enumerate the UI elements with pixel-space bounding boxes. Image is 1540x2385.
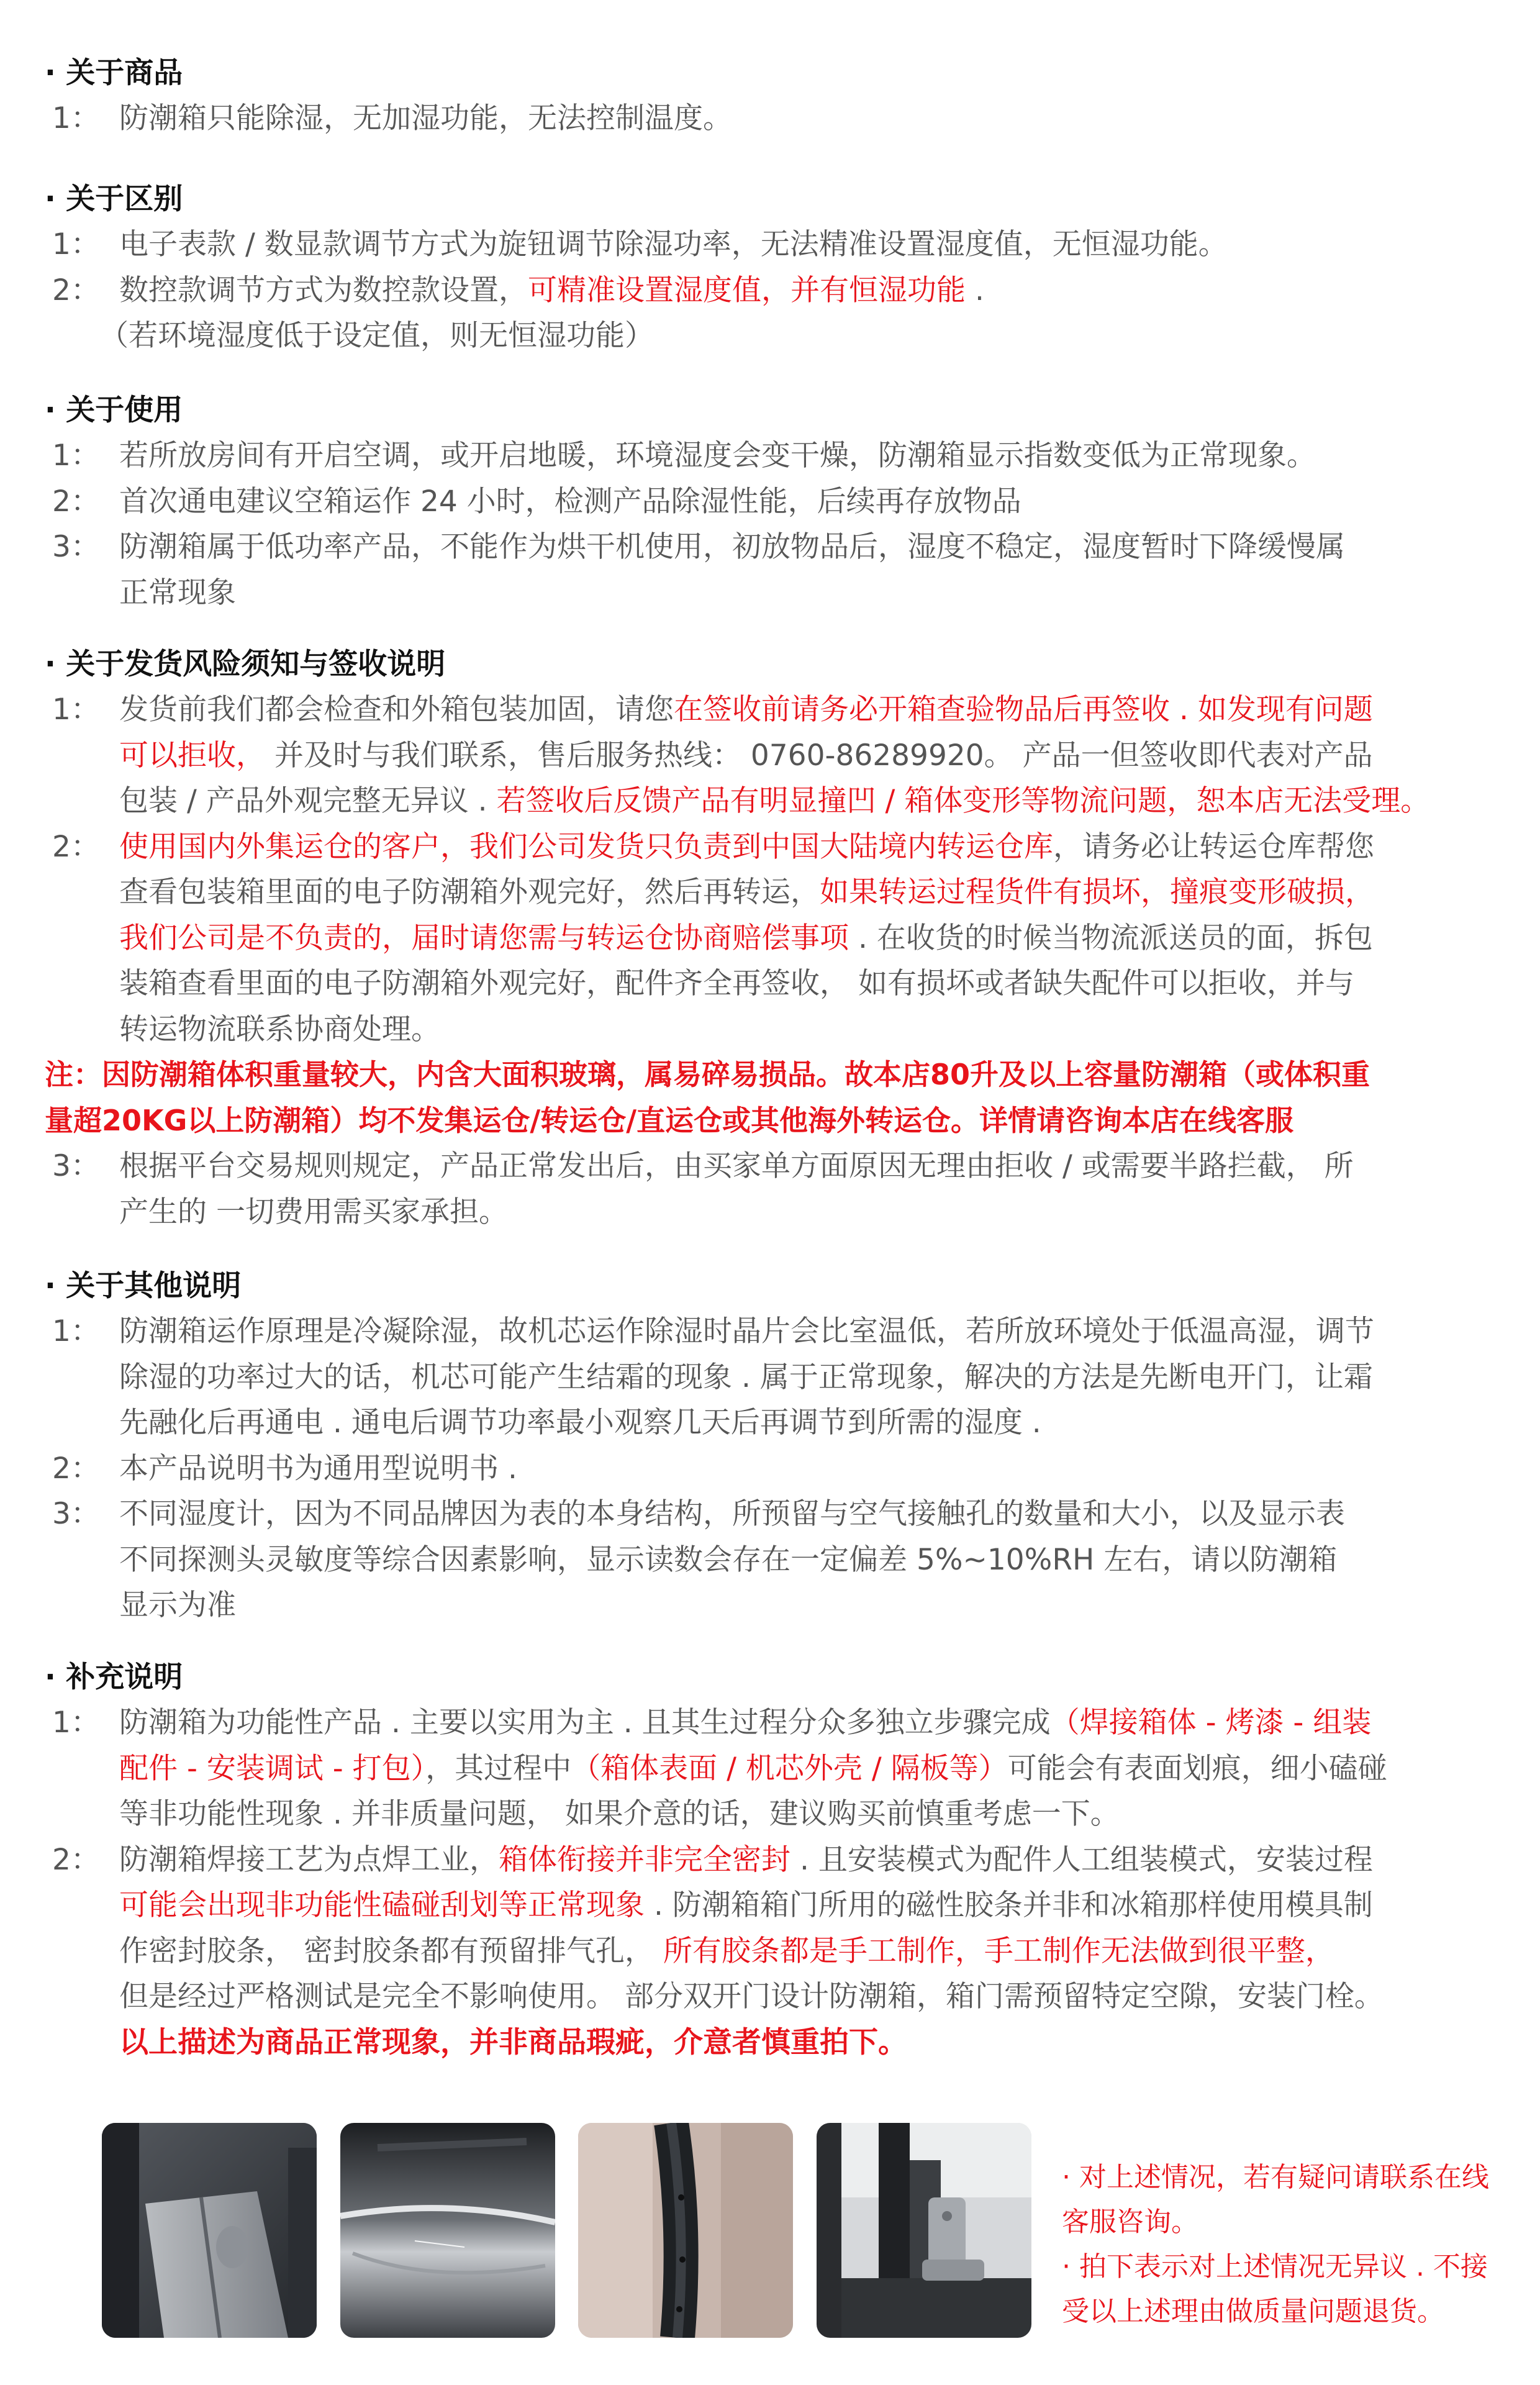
- item-subline: [45, 313, 1510, 359]
- text-run-highlight: 我们公司是不负责的，届时请您需与转运仓协商赔偿事项: [119, 920, 849, 955]
- text-run: 显示为准: [119, 1588, 236, 1622]
- item-number: 1：: [52, 438, 100, 473]
- section-heading: · 关于商品: [45, 56, 183, 90]
- item-line: [119, 687, 1510, 733]
- item-number: 1：: [52, 101, 100, 135]
- text-run-highlight: 使用国内外集运仓的客户，我们公司发货只负责到中国大陆境内转运仓库: [119, 829, 1053, 864]
- list-item: [45, 1446, 1510, 1492]
- section-heading: · 关于其他说明: [45, 1269, 242, 1303]
- item-line: [119, 1309, 1510, 1355]
- list-item: [45, 1837, 1510, 2066]
- list-item: [45, 1309, 1510, 1446]
- text-run: 不同探测头灵敏度等综合因素影响，显示读数会存在一定偏差 5%~10%RH 左右，请以防潮箱: [119, 1542, 1338, 1577]
- text-run-highlight: （箱体表面 / 机芯外壳 / 隔板等）: [571, 1751, 1008, 1786]
- item-line: [119, 1400, 1510, 1446]
- text-run: 发货前我们都会检查和外箱包装加固，请您: [119, 693, 674, 727]
- item-line: [119, 1491, 1510, 1537]
- text-run: . 防潮箱箱门所用的磁性胶条并非和冰箱那样使用模具制: [645, 1888, 1373, 1922]
- list-item: [45, 1700, 1510, 1837]
- text-run: （若环境湿度低于设定值，则无恒湿功能）: [99, 319, 654, 353]
- text-run: ，其过程中: [425, 1751, 572, 1786]
- note-line: 量超20KG以上防潮箱）均不发集运仓/转运仓/直运仓或其他海外转运仓。详情请咨询本店在线客服: [45, 1103, 1294, 1137]
- text-run-highlight: 以上描述为商品正常现象，并非商品瑕疵，介意者慎重拍下。: [119, 2025, 907, 2060]
- text-run-highlight: 配件 - 安装调试 - 打包）: [119, 1751, 426, 1786]
- text-run: 防潮箱运作原理是冷凝除湿，故机芯运作除湿时晶片会比室温低，若所放环境处于低温高湿，调节: [119, 1314, 1374, 1348]
- text-run: .: [966, 273, 984, 307]
- text-run: 电子表款 / 数显款调节方式为旋钮调节除湿功率，无法精准设置湿度值，无恒湿功能。: [119, 227, 1228, 261]
- item-number: 3：: [52, 1149, 100, 1183]
- shipping-warning-note: [37, 1052, 1510, 1143]
- text-run-highlight: （焊接箱体 - 烤漆 - 组装: [1050, 1706, 1372, 1740]
- item-number: 3：: [52, 1497, 100, 1531]
- purchase-notice-bullets: [1062, 2155, 1509, 2334]
- defect-photo-seal-strip: [578, 2123, 793, 2338]
- item-line: [119, 268, 1510, 314]
- text-run: 装箱查看里面的电子防潮箱外观完好，配件齐全再签收， 如有损坏或者缺失配件可以拒收，并与: [119, 966, 1354, 1001]
- text-run: 可能会有表面划痕，细小磕碰: [1007, 1751, 1387, 1786]
- text-run: 本产品说明书为通用型说明书 .: [119, 1451, 517, 1486]
- text-run: 作密封胶条， 密封胶条都有预留排气孔，: [119, 1933, 663, 1968]
- bullet-line: · 拍下表示对上述情况无异议 . 不接: [1062, 2251, 1488, 2283]
- item-number: 1：: [52, 1706, 100, 1740]
- text-run: . 且安装模式为配件人工组装模式，安装过程: [790, 1842, 1373, 1877]
- item-line: [119, 433, 1510, 479]
- section-shipping-and-receipt: [45, 642, 1510, 1235]
- item-line: [119, 1746, 1510, 1792]
- item-line: [119, 1974, 1510, 2020]
- text-run: 若所放房间有开启空调，或开启地暖，环境湿度会变干燥，防潮箱显示指数变低为正常现象。: [119, 438, 1316, 473]
- item-number: 2：: [52, 1842, 100, 1877]
- text-run: ，请务必让转运仓库帮您: [1053, 829, 1374, 864]
- text-run: 防潮箱属于低功率产品，不能作为烘干机使用，初放物品后，湿度不稳定，湿度暂时下降缓慢属: [119, 530, 1345, 564]
- text-run-highlight: 若签收后反馈产品有明显撞凹 / 箱体变形等物流问题，恕本店无法受理。: [496, 784, 1430, 818]
- note-line: 注：因防潮箱体积重量较大，内含大面积玻璃，属易碎易损品。故本店80升及以上容量防潮箱（或体积重: [45, 1058, 1370, 1091]
- section-about-product: [45, 51, 1510, 142]
- list-item: [45, 433, 1510, 479]
- item-line: [119, 570, 1510, 616]
- section-about-usage: [45, 388, 1510, 616]
- defect-photo-scratched-surface: [340, 2123, 555, 2338]
- text-run: 转运物流联系协商处理。: [119, 1012, 440, 1047]
- item-line: [119, 1007, 1510, 1053]
- bullet-line: · 对上述情况，若有疑问请联系在线: [1062, 2161, 1489, 2193]
- list-item: [45, 479, 1510, 525]
- list-item: [45, 1491, 1510, 1629]
- text-run: 除湿的功率过大的话，机芯可能产生结霜的现象 . 属于正常现象，解决的方法是先断电开门，让霜: [119, 1360, 1373, 1394]
- text-run: 数控款调节方式为数控款设置，: [119, 273, 528, 307]
- text-run: 正常现象: [119, 575, 236, 610]
- item-line: [119, 961, 1510, 1007]
- text-run: 查看包装箱里面的电子防潮箱外观完好，然后再转运，: [119, 875, 820, 909]
- text-run: 产生的 一切费用需买家承担。: [119, 1194, 508, 1229]
- item-number: 2：: [52, 273, 100, 307]
- text-run: 防潮箱为功能性产品 . 主要以实用为主 . 且其生过程分众多独立步骤完成: [119, 1706, 1051, 1740]
- section-heading: · 关于区别: [45, 182, 183, 216]
- item-number: 1：: [52, 1314, 100, 1348]
- item-line: [119, 915, 1510, 961]
- text-run-highlight: 可精准设置湿度值，并有恒湿功能: [528, 273, 966, 307]
- list-item: [45, 268, 1510, 314]
- defect-photo-door-latch: [817, 2123, 1031, 2338]
- defect-photo-dented-panel: [102, 2123, 317, 2338]
- text-run-highlight: 箱体衔接并非完全密封: [499, 1842, 790, 1877]
- section-other-notes: [45, 1264, 1510, 1629]
- text-run: 包装 / 产品外观完整无异议 .: [119, 784, 497, 818]
- item-line: [119, 222, 1510, 268]
- section-heading: · 关于发货风险须知与签收说明: [45, 647, 446, 681]
- section-heading: · 关于使用: [45, 393, 183, 427]
- section-heading: · 补充说明: [45, 1660, 183, 1694]
- item-line: [119, 1583, 1510, 1629]
- item-line: [119, 1446, 1510, 1492]
- item-line: [119, 1700, 1510, 1746]
- text-run: 并及时与我们联系，售后服务热线： 0760-86289920。 产品一但签收即代表对产品: [265, 738, 1373, 773]
- text-run: 不同湿度计，因为不同品牌因为表的本身结构，所预留与空气接触孔的数量和大小，以及显示表: [119, 1497, 1345, 1531]
- list-item: [45, 524, 1510, 616]
- text-run-highlight: 可能会出现非功能性磕碰刮划等正常现象: [119, 1888, 645, 1922]
- text-run-highlight: 可以拒收，: [119, 738, 265, 773]
- text-run: 先融化后再通电 . 通电后调节功率最小观察几天后再调节到所需的湿度 .: [119, 1406, 1041, 1440]
- text-run: 但是经过严格测试是完全不影响使用。 部分双开门设计防潮箱，箱门需预留特定空隙，安装门栓。: [119, 1979, 1384, 2014]
- item-line: [119, 1791, 1510, 1837]
- item-line: [119, 1537, 1510, 1583]
- text-run-highlight: 在签收前请务必开箱查验物品后再签收 . 如发现有问题: [674, 693, 1373, 727]
- item-line: [119, 524, 1510, 570]
- item-number: 1：: [52, 693, 100, 727]
- bullet-line: 受以上述理由做质量问题退货。: [1062, 2296, 1444, 2327]
- bullet-line: 客服咨询。: [1062, 2206, 1198, 2238]
- item-line: [119, 1883, 1510, 1928]
- item-number: 2：: [52, 829, 100, 864]
- text-run-highlight: 所有胶条都是手工制作，手工制作无法做到很平整，: [663, 1933, 1334, 1968]
- item-number: 1：: [52, 227, 100, 261]
- item-line: [119, 479, 1510, 525]
- item-line: [119, 778, 1510, 824]
- item-line: [119, 96, 1510, 142]
- item-line: [119, 1928, 1510, 1974]
- item-number: 2：: [52, 484, 100, 519]
- text-run: 防潮箱只能除湿，无加湿功能，无法控制温度。: [119, 101, 732, 135]
- item-line: [119, 1143, 1510, 1189]
- item-number: 2：: [52, 1451, 100, 1486]
- section-supplementary: [45, 1655, 1510, 2065]
- item-line: [119, 733, 1510, 779]
- list-item: [45, 824, 1510, 1053]
- text-run: 根据平台交易规则规定，产品正常发出后，由买家单方面原因无理由拒收 / 或需要半路拦截， 所: [119, 1149, 1354, 1183]
- list-item: [45, 96, 1510, 142]
- text-run: 首次通电建议空箱运作 24 小时，检测产品除湿性能，后续再存放物品: [119, 484, 1021, 519]
- item-line: [119, 824, 1510, 870]
- list-item: [45, 222, 1510, 268]
- text-run: 防潮箱焊接工艺为点焊工业，: [119, 1842, 499, 1877]
- item-line: [119, 2020, 1510, 2066]
- item-line: [119, 1355, 1510, 1401]
- list-item: [45, 687, 1510, 824]
- text-run-highlight: 如果转运过程货件有损坏，撞痕变形破损，: [820, 875, 1374, 909]
- list-item: [45, 1143, 1510, 1235]
- item-line: [119, 1837, 1510, 1883]
- item-line: [119, 1189, 1510, 1235]
- text-run: 等非功能性现象 . 并非质量问题， 如果介意的话，建议购买前慎重考虑一下。: [119, 1797, 1120, 1831]
- section-about-differences: [45, 177, 1510, 359]
- item-number: 3：: [52, 530, 100, 564]
- text-run: . 在收货的时候当物流派送员的面，拆包: [849, 920, 1373, 955]
- item-line: [119, 870, 1510, 915]
